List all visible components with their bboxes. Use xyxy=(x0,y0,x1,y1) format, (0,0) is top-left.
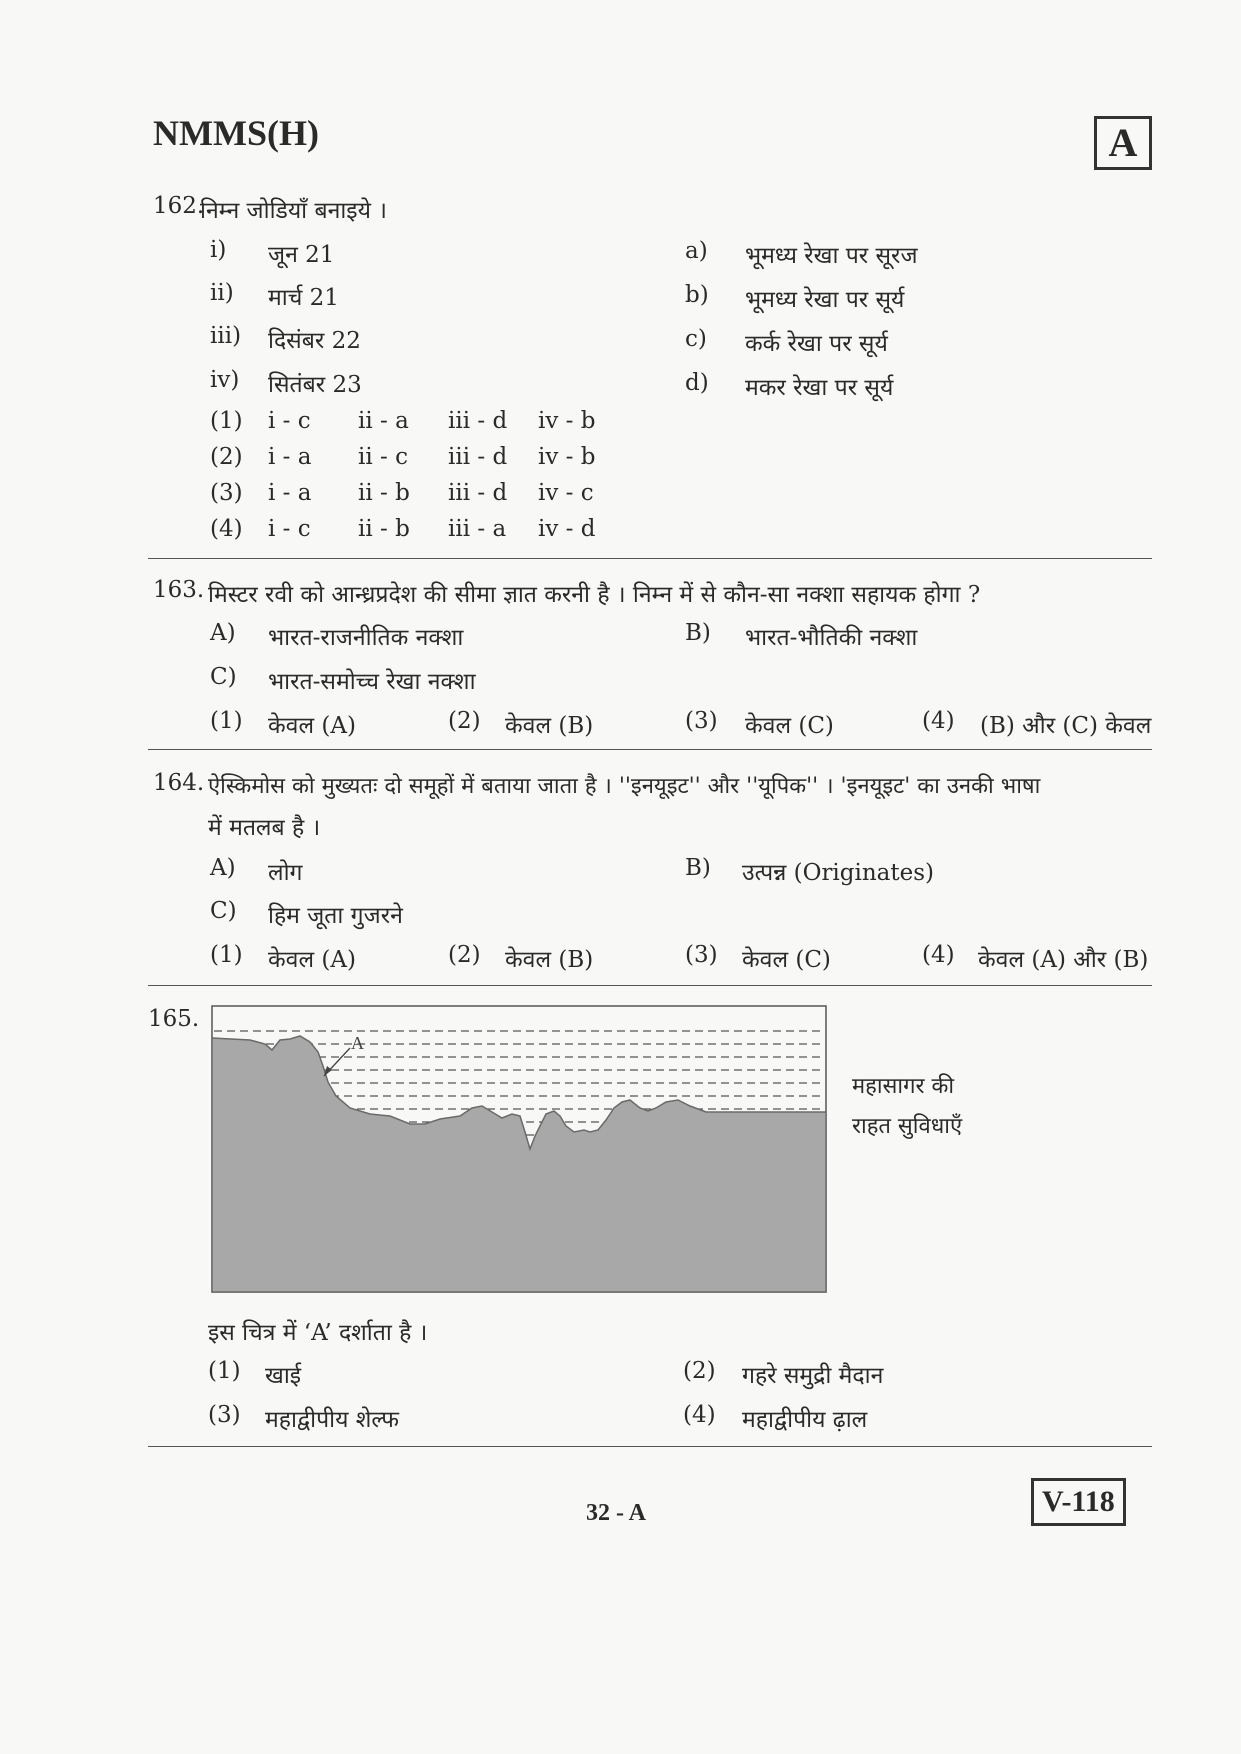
q165-answer-text: महाद्वीपीय शेल्फ xyxy=(265,1407,400,1433)
booklet-code-box: V-118 xyxy=(1031,1478,1126,1526)
q163-answer-text: (B) और (C) केवल xyxy=(980,713,1152,739)
q163-answer-num: (3) xyxy=(685,708,718,734)
q162-left-key: iv) xyxy=(210,367,240,393)
q164-option-key: A) xyxy=(210,855,236,881)
q162-answer-pair: i - a xyxy=(268,480,312,506)
q162-answer-pair: ii - a xyxy=(358,408,409,434)
q162-right-text: भूमध्य रेखा पर सूरज xyxy=(745,243,918,269)
divider xyxy=(148,985,1152,986)
q162-answer-pair: iv - c xyxy=(538,480,594,506)
q163-answer-text: केवल (B) xyxy=(505,713,594,739)
q163-option-text: भारत-राजनीतिक नक्शा xyxy=(268,625,464,651)
q162-left-key: i) xyxy=(210,237,227,263)
q164-answer-num: (4) xyxy=(922,942,955,968)
q162-number: 162. xyxy=(153,193,205,219)
sea-floor xyxy=(212,1036,826,1292)
q163-question: मिस्टर रवी को आन्ध्रप्रदेश की सीमा ज्ञात करनी है । निम्न में से कौन-सा नक्शा सहायक होगा ? xyxy=(208,582,981,608)
q163-option-key: C) xyxy=(210,664,237,690)
q163-answer-num: (2) xyxy=(448,708,481,734)
q165-answer-num: (3) xyxy=(208,1402,241,1428)
q162-answer-pair: iii - a xyxy=(448,516,507,542)
q165-number: 165. xyxy=(148,1006,200,1032)
q165-answer-num: (1) xyxy=(208,1358,241,1384)
q162-left-text: दिसंबर 22 xyxy=(268,328,361,354)
q165-question: इस चित्र में ‘A’ दर्शाता है । xyxy=(208,1320,428,1346)
q164-answer-text: केवल (A) और (B) xyxy=(978,947,1149,973)
q162-answer-pair: iii - d xyxy=(448,408,508,434)
q162-left-key: ii) xyxy=(210,280,234,306)
q163-answer-num: (1) xyxy=(210,708,243,734)
page-number: 32 - A xyxy=(586,1500,646,1526)
q162-right-text: मकर रेखा पर सूर्य xyxy=(745,375,894,401)
q162-right-key: c) xyxy=(685,326,707,352)
q164-option-text: लोग xyxy=(268,860,303,886)
marker-label: A xyxy=(351,1033,364,1053)
q165-answer-num: (2) xyxy=(683,1358,716,1384)
q162-answer-pair: iv - d xyxy=(538,516,596,542)
q162-left-text: मार्च 21 xyxy=(268,285,339,311)
divider xyxy=(148,749,1152,750)
q163-option-text: भारत-समोच्च रेखा नक्शा xyxy=(268,669,476,695)
q162-right-text: कर्क रेखा पर सूर्य xyxy=(745,331,888,357)
q164-question-line1: ऐस्किमोस को मुख्यतः दो समूहों में बताया जाता है । ''इनयूइट'' और ''यूपिक'' । 'इनयूइट' का उनकी भाषा xyxy=(208,774,1041,799)
diagram-caption-line2: राहत सुविधाएँ xyxy=(852,1114,963,1139)
q164-answer-text: केवल (B) xyxy=(505,947,594,973)
q164-number: 164. xyxy=(153,770,205,796)
q162-left-key: iii) xyxy=(210,323,242,349)
q162-right-key: d) xyxy=(685,370,709,396)
q163-option-text: भारत-भौतिकी नक्शा xyxy=(745,625,918,651)
q164-answer-num: (2) xyxy=(448,942,481,968)
q164-answer-text: केवल (C) xyxy=(742,947,831,973)
q165-answer-text: गहरे समुद्री मैदान xyxy=(742,1363,884,1389)
q162-answer-pair: ii - b xyxy=(358,480,410,506)
paper-title: NMMS(H) xyxy=(153,113,319,153)
q164-answer-text: केवल (A) xyxy=(268,947,356,973)
q165-answer-num: (4) xyxy=(683,1402,716,1428)
q163-option-key: B) xyxy=(685,620,711,646)
q162-answer-pair: iv - b xyxy=(538,408,596,434)
q164-answer-num: (1) xyxy=(210,942,243,968)
q163-answer-text: केवल (C) xyxy=(745,713,834,739)
q162-left-text: सितंबर 23 xyxy=(268,372,362,398)
q162-answer-num: (2) xyxy=(210,444,243,470)
q162-answer-pair: i - c xyxy=(268,408,311,434)
q164-question-line2: में मतलब है । xyxy=(208,815,321,841)
q162-left-text: जून 21 xyxy=(268,242,335,268)
q162-right-key: b) xyxy=(685,282,709,308)
q162-answer-num: (4) xyxy=(210,516,243,542)
q165-answer-text: खाई xyxy=(265,1363,302,1389)
q162-answer-pair: iii - d xyxy=(448,444,508,470)
q165-answer-text: महाद्वीपीय ढ़ाल xyxy=(742,1407,868,1433)
q162-answer-num: (1) xyxy=(210,408,243,434)
q162-question: निम्न जोडियाँ बनाइये । xyxy=(200,198,387,224)
q162-answer-pair: i - a xyxy=(268,444,312,470)
divider xyxy=(148,558,1152,559)
set-code-box: A xyxy=(1094,116,1152,170)
q164-option-text: हिम जूता गुजरने xyxy=(268,903,403,929)
q164-answer-num: (3) xyxy=(685,942,718,968)
q164-option-text: उत्पन्न (Originates) xyxy=(742,860,935,886)
q162-answer-pair: iii - d xyxy=(448,480,508,506)
q163-answer-text: केवल (A) xyxy=(268,713,356,739)
q164-option-key: B) xyxy=(685,855,711,881)
divider xyxy=(148,1446,1152,1447)
q162-answer-pair: ii - c xyxy=(358,444,408,470)
q163-number: 163. xyxy=(153,577,205,603)
q163-option-key: A) xyxy=(210,620,236,646)
q162-answer-num: (3) xyxy=(210,480,243,506)
diagram-caption-line1: महासागर की xyxy=(852,1074,955,1099)
q162-right-key: a) xyxy=(685,238,708,264)
q162-right-text: भूमध्य रेखा पर सूर्य xyxy=(745,287,905,313)
q162-answer-pair: ii - b xyxy=(358,516,410,542)
q163-answer-num: (4) xyxy=(922,708,955,734)
q162-answer-pair: iv - b xyxy=(538,444,596,470)
q162-answer-pair: i - c xyxy=(268,516,311,542)
ocean-relief-diagram xyxy=(210,1004,828,1294)
q164-option-key: C) xyxy=(210,898,237,924)
